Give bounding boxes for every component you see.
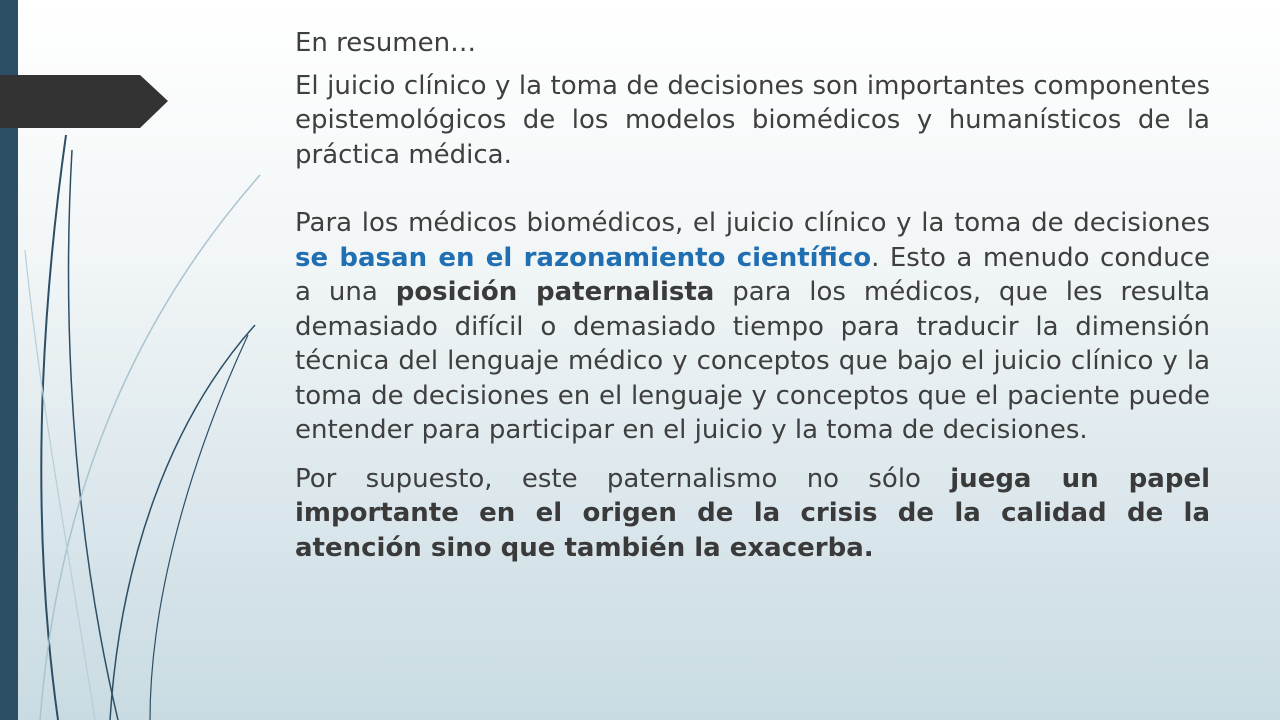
conclusion-paragraph (295, 462, 1210, 566)
summary-paragraph: El juicio clínico y la toma de decisiones son importantes componentes epistemológicos de los modelos biomédicos y humanísticos de la práctica médica. (295, 70, 1210, 170)
biomedical-paragraph (295, 206, 1210, 448)
curve-line-1 (41, 135, 66, 720)
scientific-reasoning-highlight: se basan en el razonamiento científico (295, 242, 872, 273)
curve-line-2 (69, 150, 118, 720)
biomedical-text-3: para los médicos, que les resulta demasiado difícil o demasiado tiempo para traducir la dimensión técnica del lenguaje médico y conceptos que bajo el juicio clínico y la toma de decisiones en el lenguaje y conceptos que el paciente puede entender para participar en el juicio y la toma de decisiones. (295, 277, 1211, 445)
slide-heading: En resumen… (295, 28, 477, 58)
biomedical-text-1: Para los médicos biomédicos, el juicio clínico y la toma de decisiones (295, 208, 1210, 238)
arrow-tab (0, 75, 168, 128)
curve-line-5 (40, 175, 260, 720)
curve-line-4 (150, 335, 248, 720)
left-accent-bar (0, 0, 18, 720)
paternalist-position-highlight: posición paternalista (395, 277, 715, 307)
slide-content (295, 26, 1210, 565)
conclusion-text: Por supuesto, este paternalismo no sólo (295, 463, 951, 494)
quality-crisis-highlight: juega un papel importante en el origen de la crisis de la calidad de la atención sino que también la exacerba. (295, 463, 1210, 563)
curve-line-6 (25, 250, 95, 720)
curve-line-3 (110, 325, 255, 720)
biomedical-text-2: . Esto a menudo conduce a una (295, 242, 1210, 307)
